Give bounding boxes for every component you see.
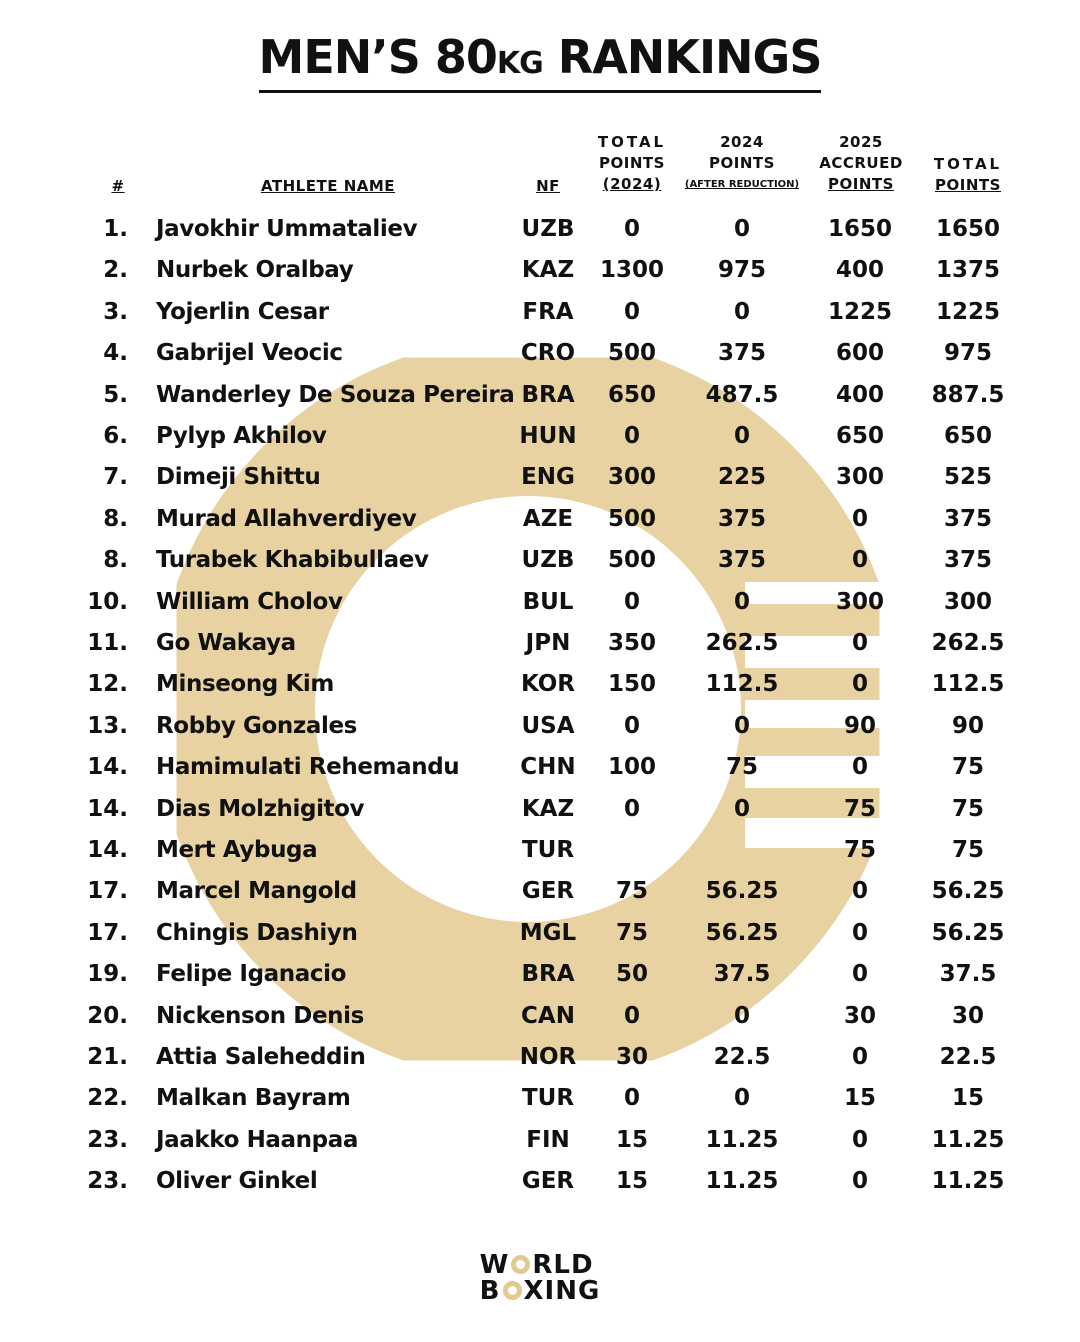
table-row <box>0 664 1080 705</box>
table-row <box>0 292 1080 333</box>
points-2024-cell: 22.5 <box>713 1044 771 1070</box>
rank-cell: 14. <box>87 795 128 822</box>
world-boxing-logo: W RLD B XING <box>479 1250 601 1306</box>
header-nf: NF <box>536 177 560 195</box>
athlete-name-cell: Nurbek Oralbay <box>156 257 354 284</box>
total-points-cell: 37.5 <box>939 961 997 988</box>
total-points-2024-cell: 0 <box>623 712 640 739</box>
table-row <box>0 499 1080 540</box>
athlete-name-cell: Go Wakaya <box>156 630 296 656</box>
nf-cell: KAZ <box>521 257 575 284</box>
athlete-name-cell: Chingis Dashiyn <box>156 919 358 946</box>
total-points-cell: 75 <box>951 754 984 781</box>
rank-cell: 21. <box>87 1044 128 1070</box>
table-row <box>0 623 1080 664</box>
table-row <box>0 333 1080 374</box>
total-points-2024-cell: 0 <box>623 795 640 822</box>
total-points-cell: 650 <box>943 423 992 449</box>
total-points-cell: 22.5 <box>939 1044 997 1070</box>
total-points-cell: 75 <box>951 837 984 863</box>
athlete-name-cell: Murad Allahverdiyev <box>156 505 417 532</box>
total-points-2024-cell: 150 <box>607 671 656 698</box>
nf-cell: CAN <box>521 1002 575 1029</box>
rank-cell: 13. <box>87 712 128 739</box>
rank-cell: 20. <box>87 1002 128 1029</box>
points-2024-cell: 487.5 <box>705 381 779 408</box>
table-row <box>0 582 1080 623</box>
total-points-cell: 1375 <box>935 257 1000 284</box>
total-points-cell: 375 <box>943 547 992 574</box>
table-row <box>0 1078 1080 1119</box>
total-points-cell: 56.25 <box>931 919 1005 946</box>
accrued-2025-cell: 400 <box>835 381 884 408</box>
points-2024-cell: 0 <box>733 423 750 449</box>
accrued-2025-cell: 90 <box>843 712 876 739</box>
rank-cell: 4. <box>103 340 128 367</box>
total-points-2024-cell: 650 <box>607 381 656 408</box>
rank-cell: 22. <box>87 1085 128 1112</box>
accrued-2025-cell: 650 <box>835 423 884 449</box>
nf-cell: FIN <box>526 1126 570 1153</box>
accrued-2025-cell: 0 <box>851 1168 868 1195</box>
rank-cell: 19. <box>87 961 128 988</box>
total-points-cell: 525 <box>943 464 992 491</box>
points-2024-cell: 0 <box>733 298 750 325</box>
nf-cell: BUL <box>522 588 574 615</box>
nf-cell: KAZ <box>521 795 575 822</box>
table-row <box>0 996 1080 1037</box>
total-points-2024-cell: 50 <box>615 961 648 988</box>
rank-cell: 17. <box>87 878 128 905</box>
athlete-name-cell: Felipe Iganacio <box>156 961 346 988</box>
total-points-cell: 90 <box>951 712 984 739</box>
nf-cell: UZB <box>521 547 575 574</box>
points-2024-cell: 975 <box>717 257 766 284</box>
points-2024-cell: 37.5 <box>713 961 771 988</box>
rank-cell: 2. <box>103 257 128 284</box>
table-row <box>0 540 1080 581</box>
total-points-cell: 887.5 <box>931 381 1005 408</box>
athlete-name-cell: Javokhir Ummataliev <box>156 216 418 242</box>
total-points-cell: 1650 <box>935 216 1000 242</box>
athlete-name-cell: Yojerlin Cesar <box>156 298 329 325</box>
athlete-name-cell: Robby Gonzales <box>156 712 357 739</box>
nf-cell: KOR <box>520 671 576 698</box>
accrued-2025-cell: 0 <box>851 961 868 988</box>
total-points-cell: 975 <box>943 340 992 367</box>
athlete-name-cell: Jaakko Haanpaa <box>156 1126 358 1153</box>
athlete-name-cell: Turabek Khabibullaev <box>156 547 429 574</box>
athlete-name-cell: Minseong Kim <box>156 671 334 698</box>
table-row <box>0 871 1080 912</box>
accrued-2025-cell: 15 <box>843 1085 876 1112</box>
athlete-name-cell: Marcel Mangold <box>156 878 357 905</box>
athlete-name-cell: Dimeji Shittu <box>156 464 321 491</box>
nf-cell: ENG <box>521 464 575 491</box>
athlete-name-cell: William Cholov <box>156 588 343 615</box>
total-points-2024-cell: 500 <box>607 505 656 532</box>
rank-cell: 14. <box>87 837 128 863</box>
header-athlete-name: ATHLETE NAME <box>260 177 396 195</box>
nf-cell: TUR <box>521 1085 575 1112</box>
total-points-2024-cell: 75 <box>615 878 648 905</box>
rank-cell: 5. <box>103 381 128 408</box>
points-2024-cell: 11.25 <box>705 1168 779 1195</box>
total-points-2024-cell: 30 <box>615 1044 648 1070</box>
athlete-name-cell: Mert Aybuga <box>156 837 318 863</box>
nf-cell: MGL <box>519 919 577 946</box>
total-points-cell: 11.25 <box>931 1126 1005 1153</box>
table-row <box>0 1037 1080 1078</box>
table-row <box>0 209 1080 250</box>
athlete-name-cell: Wanderley De Souza Pereira <box>156 381 515 408</box>
total-points-2024-cell: 0 <box>623 1002 640 1029</box>
athlete-name-cell: Oliver Ginkel <box>156 1168 318 1195</box>
points-2024-cell: 56.25 <box>705 919 779 946</box>
points-2024-cell: 112.5 <box>705 671 779 698</box>
nf-cell: GER <box>521 1168 575 1195</box>
table-row <box>0 830 1080 871</box>
nf-cell: BRA <box>521 381 575 408</box>
points-2024-cell: 0 <box>733 795 750 822</box>
total-points-cell: 30 <box>951 1002 984 1029</box>
nf-cell: USA <box>521 712 575 739</box>
accrued-2025-cell: 300 <box>835 464 884 491</box>
total-points-2024-cell: 15 <box>615 1168 648 1195</box>
nf-cell: UZB <box>521 216 575 242</box>
total-points-cell: 1225 <box>935 298 1000 325</box>
points-2024-cell: 375 <box>717 547 766 574</box>
athlete-name-cell: Nickenson Denis <box>156 1002 364 1029</box>
accrued-2025-cell: 1650 <box>827 216 892 242</box>
header-2025-accrued-points: 2025 ACCRUED POINTS <box>819 133 903 193</box>
header-total-points-2024: TOTAL POINTS (2024) <box>597 133 667 193</box>
header-rank: # <box>111 177 125 195</box>
total-points-2024-cell: 100 <box>607 754 656 781</box>
table-row <box>0 706 1080 747</box>
athlete-name-cell: Hamimulati Rehemandu <box>156 754 460 781</box>
header-2024-points: 2024 POINTS (AFTER REDUCTION) <box>684 133 800 190</box>
total-points-cell: 15 <box>951 1085 984 1112</box>
nf-cell: HUN <box>519 423 577 449</box>
table-row <box>0 250 1080 291</box>
nf-cell: CHN <box>520 754 576 781</box>
points-2024-cell: 262.5 <box>705 630 779 656</box>
table-row <box>0 457 1080 498</box>
total-points-2024-cell: 1300 <box>599 257 664 284</box>
accrued-2025-cell: 0 <box>851 671 868 698</box>
total-points-2024-cell: 500 <box>607 340 656 367</box>
total-points-cell: 375 <box>943 505 992 532</box>
table-row <box>0 416 1080 457</box>
nf-cell: BRA <box>521 961 575 988</box>
logo-ring-icon <box>511 1255 530 1274</box>
nf-cell: GER <box>521 878 575 905</box>
nf-cell: NOR <box>519 1044 577 1070</box>
points-2024-cell: 225 <box>717 464 766 491</box>
total-points-2024-cell: 0 <box>623 216 640 242</box>
total-points-2024-cell: 350 <box>607 630 656 656</box>
points-2024-cell: 0 <box>733 588 750 615</box>
header-total-points: TOTAL POINTS <box>933 155 1003 194</box>
total-points-cell: 300 <box>943 588 992 615</box>
table-row <box>0 375 1080 416</box>
athlete-name-cell: Dias Molzhigitov <box>156 795 365 822</box>
rank-cell: 3. <box>103 298 128 325</box>
points-2024-cell: 0 <box>733 216 750 242</box>
rank-cell: 11. <box>87 630 128 656</box>
accrued-2025-cell: 0 <box>851 1126 868 1153</box>
accrued-2025-cell: 300 <box>835 588 884 615</box>
points-2024-cell: 0 <box>733 712 750 739</box>
table-row <box>0 954 1080 995</box>
total-points-2024-cell: 0 <box>623 423 640 449</box>
total-points-2024-cell: 75 <box>615 919 648 946</box>
nf-cell: FRA <box>522 298 574 325</box>
points-2024-cell: 0 <box>733 1002 750 1029</box>
accrued-2025-cell: 600 <box>835 340 884 367</box>
total-points-2024-cell: 0 <box>623 588 640 615</box>
rank-cell: 14. <box>87 754 128 781</box>
rank-cell: 6. <box>103 423 128 449</box>
nf-cell: TUR <box>521 837 575 863</box>
accrued-2025-cell: 75 <box>843 837 876 863</box>
rank-cell: 10. <box>87 588 128 615</box>
page-title: MEN’S 80KG RANKINGS <box>0 30 1080 93</box>
points-2024-cell: 375 <box>717 340 766 367</box>
accrued-2025-cell: 1225 <box>827 298 892 325</box>
table-row <box>0 747 1080 788</box>
accrued-2025-cell: 0 <box>851 630 868 656</box>
rank-cell: 1. <box>103 216 128 242</box>
points-2024-cell: 375 <box>717 505 766 532</box>
total-points-2024-cell: 0 <box>623 1085 640 1112</box>
accrued-2025-cell: 0 <box>851 547 868 574</box>
table-row <box>0 1161 1080 1202</box>
athlete-name-cell: Malkan Bayram <box>156 1085 351 1112</box>
rank-cell: 8. <box>103 547 128 574</box>
accrued-2025-cell: 0 <box>851 754 868 781</box>
total-points-2024-cell: 300 <box>607 464 656 491</box>
athlete-name-cell: Attia Saleheddin <box>156 1044 366 1070</box>
rank-cell: 17. <box>87 919 128 946</box>
rank-cell: 8. <box>103 505 128 532</box>
total-points-2024-cell: 500 <box>607 547 656 574</box>
total-points-cell: 11.25 <box>931 1168 1005 1195</box>
total-points-cell: 112.5 <box>931 671 1005 698</box>
accrued-2025-cell: 0 <box>851 1044 868 1070</box>
rank-cell: 12. <box>87 671 128 698</box>
nf-cell: AZE <box>522 505 574 532</box>
accrued-2025-cell: 0 <box>851 878 868 905</box>
table-row <box>0 913 1080 954</box>
nf-cell: CRO <box>520 340 576 367</box>
points-2024-cell: 56.25 <box>705 878 779 905</box>
table-row <box>0 1120 1080 1161</box>
points-2024-cell: 0 <box>733 1085 750 1112</box>
accrued-2025-cell: 0 <box>851 505 868 532</box>
athlete-name-cell: Gabrijel Veocic <box>156 340 343 367</box>
rank-cell: 7. <box>103 464 128 491</box>
points-2024-cell: 11.25 <box>705 1126 779 1153</box>
accrued-2025-cell: 400 <box>835 257 884 284</box>
accrued-2025-cell: 0 <box>851 919 868 946</box>
accrued-2025-cell: 75 <box>843 795 876 822</box>
table-row <box>0 789 1080 830</box>
total-points-2024-cell: 15 <box>615 1126 648 1153</box>
athlete-name-cell: Pylyp Akhilov <box>156 423 327 449</box>
nf-cell: JPN <box>525 630 571 656</box>
total-points-cell: 262.5 <box>931 630 1005 656</box>
points-2024-cell: 75 <box>725 754 758 781</box>
total-points-cell: 75 <box>951 795 984 822</box>
total-points-2024-cell: 0 <box>623 298 640 325</box>
rank-cell: 23. <box>87 1126 128 1153</box>
accrued-2025-cell: 30 <box>843 1002 876 1029</box>
rank-cell: 23. <box>87 1168 128 1195</box>
logo-ring-icon <box>503 1281 522 1300</box>
total-points-cell: 56.25 <box>931 878 1005 905</box>
